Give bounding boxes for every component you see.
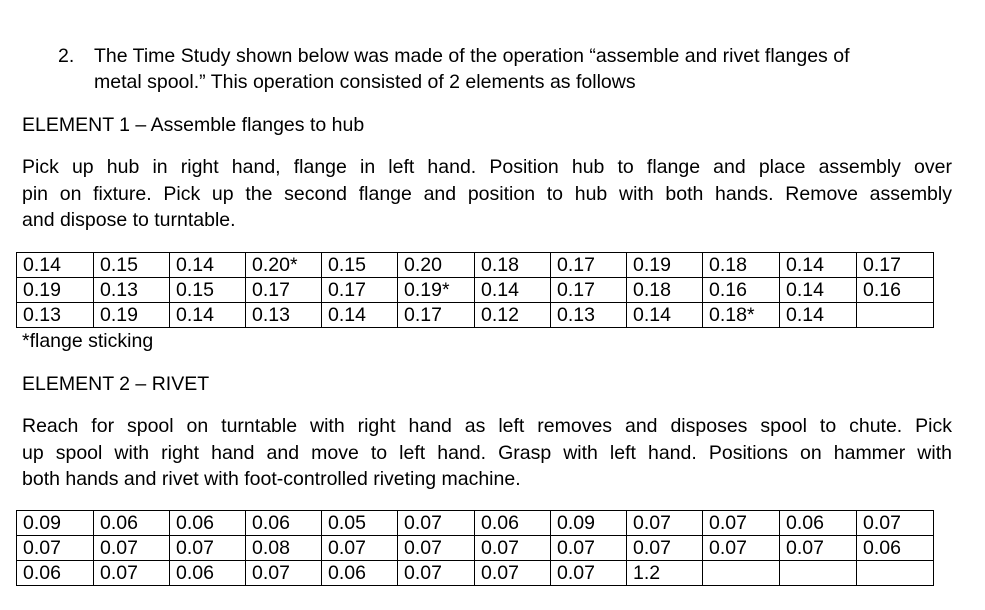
table-row bbox=[17, 303, 934, 328]
table-cell: 0.05 bbox=[322, 511, 398, 536]
table-cell: 0.17 bbox=[551, 278, 627, 303]
table-cell: 0.17 bbox=[246, 278, 322, 303]
table-cell: 0.14 bbox=[170, 303, 246, 328]
element2-description-line: both hands and rivet with foot-controlled riveting machine. bbox=[22, 468, 521, 490]
table-cell: 0.06 bbox=[170, 511, 246, 536]
table-cell: 0.07 bbox=[551, 561, 627, 586]
table-cell bbox=[857, 561, 934, 586]
table-row bbox=[17, 253, 934, 278]
question-line-2: metal spool.” This operation consisted of 2 elements as follows bbox=[94, 71, 636, 93]
table-cell: 0.13 bbox=[246, 303, 322, 328]
table-cell: 0.12 bbox=[475, 303, 551, 328]
table-cell: 0.09 bbox=[17, 511, 94, 536]
table-cell: 0.15 bbox=[170, 278, 246, 303]
table-row bbox=[17, 511, 934, 536]
table-cell: 0.07 bbox=[857, 511, 934, 536]
element2-description-line: up spool with right hand and move to left hand. Grasp with left hand. Positions on hammer with bbox=[22, 441, 952, 464]
element1-description-line: and dispose to turntable. bbox=[22, 209, 236, 231]
table-cell: 0.14 bbox=[17, 253, 94, 278]
table-cell: 0.14 bbox=[780, 253, 857, 278]
table-cell: 0.07 bbox=[703, 536, 780, 561]
table-cell: 0.07 bbox=[475, 561, 551, 586]
table-cell: 0.07 bbox=[551, 536, 627, 561]
table-cell: 0.20 bbox=[398, 253, 475, 278]
table-cell: 0.06 bbox=[780, 511, 857, 536]
table-cell: 0.20* bbox=[246, 253, 322, 278]
element1-footnote: *flange sticking bbox=[22, 330, 154, 352]
table-cell: 0.19 bbox=[627, 253, 703, 278]
table-row bbox=[17, 561, 934, 586]
table-cell: 0.07 bbox=[627, 536, 703, 561]
table-cell: 0.14 bbox=[780, 278, 857, 303]
question-number: 2. bbox=[58, 45, 75, 67]
table-cell: 0.17 bbox=[551, 253, 627, 278]
element1-description bbox=[22, 154, 952, 234]
table-cell: 0.16 bbox=[857, 278, 934, 303]
table-cell: 0.06 bbox=[170, 561, 246, 586]
table-cell: 0.07 bbox=[475, 536, 551, 561]
table-cell: 0.07 bbox=[398, 536, 475, 561]
element2-heading: ELEMENT 2 – RIVET bbox=[22, 373, 210, 395]
table-cell bbox=[857, 303, 934, 328]
table-cell: 0.07 bbox=[94, 561, 170, 586]
table-cell: 0.17 bbox=[857, 253, 934, 278]
table-cell: 0.06 bbox=[857, 536, 934, 561]
table-cell: 0.18 bbox=[703, 253, 780, 278]
table-cell: 0.07 bbox=[94, 536, 170, 561]
table-cell: 0.06 bbox=[94, 511, 170, 536]
table-cell: 0.17 bbox=[322, 278, 398, 303]
element2-time-table bbox=[16, 510, 934, 586]
table-cell: 0.16 bbox=[703, 278, 780, 303]
table-cell: 0.14 bbox=[475, 278, 551, 303]
table-cell: 0.14 bbox=[322, 303, 398, 328]
table-cell: 0.18 bbox=[475, 253, 551, 278]
table-cell bbox=[780, 561, 857, 586]
table-cell: 0.07 bbox=[398, 561, 475, 586]
table-cell: 0.18 bbox=[627, 278, 703, 303]
table-cell: 0.07 bbox=[322, 536, 398, 561]
table-cell: 0.14 bbox=[780, 303, 857, 328]
table-cell: 1.2 bbox=[627, 561, 703, 586]
element2-description-line: Reach for spool on turntable with right hand as left removes and disposes spool to chute. Pick bbox=[22, 415, 952, 437]
element1-time-table bbox=[16, 252, 934, 328]
table-cell: 0.14 bbox=[170, 253, 246, 278]
table-row bbox=[17, 278, 934, 303]
table-cell: 0.15 bbox=[94, 253, 170, 278]
table-cell: 0.17 bbox=[398, 303, 475, 328]
table-cell: 0.13 bbox=[551, 303, 627, 328]
table-cell: 0.19 bbox=[94, 303, 170, 328]
table-cell: 0.07 bbox=[780, 536, 857, 561]
table-cell: 0.19* bbox=[398, 278, 475, 303]
table-cell: 0.06 bbox=[246, 511, 322, 536]
element2-description bbox=[22, 413, 952, 493]
table-cell: 0.07 bbox=[627, 511, 703, 536]
table-cell: 0.06 bbox=[17, 561, 94, 586]
table-cell: 0.14 bbox=[627, 303, 703, 328]
table-cell: 0.09 bbox=[551, 511, 627, 536]
table-cell: 0.18* bbox=[703, 303, 780, 328]
element1-heading: ELEMENT 1 – Assemble flanges to hub bbox=[22, 114, 365, 136]
table-cell: 0.06 bbox=[475, 511, 551, 536]
table-cell: 0.07 bbox=[703, 511, 780, 536]
table-row bbox=[17, 536, 934, 561]
table-cell: 0.07 bbox=[17, 536, 94, 561]
table-cell: 0.07 bbox=[398, 511, 475, 536]
table-cell: 0.19 bbox=[17, 278, 94, 303]
table-cell bbox=[703, 561, 780, 586]
table-cell: 0.07 bbox=[246, 561, 322, 586]
element1-description-line: Pick up hub in right hand, flange in left hand. Position hub to flange and place assembly over bbox=[22, 156, 952, 178]
table-cell: 0.15 bbox=[322, 253, 398, 278]
table-cell: 0.08 bbox=[246, 536, 322, 561]
question-line-1: The Time Study shown below was made of the operation “assemble and rivet flanges of bbox=[94, 45, 850, 67]
element1-description-line: pin on fixture. Pick up the second flange and position to hub with both hands. Remove assembly bbox=[22, 182, 952, 205]
table-cell: 0.07 bbox=[170, 536, 246, 561]
table-cell: 0.06 bbox=[322, 561, 398, 586]
table-cell: 0.13 bbox=[94, 278, 170, 303]
table-cell: 0.13 bbox=[17, 303, 94, 328]
